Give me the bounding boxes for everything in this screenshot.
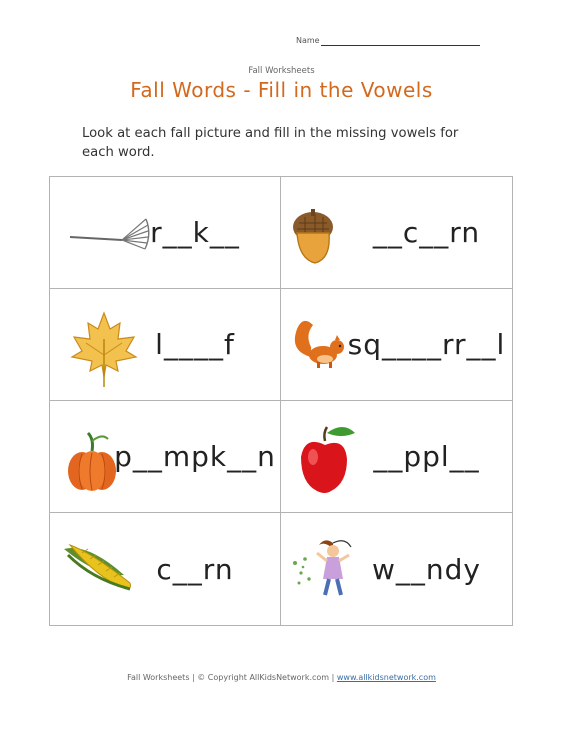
footer (0, 673, 563, 682)
instructions: Look at each fall picture and fill in the missing vowels for each word. (82, 126, 459, 160)
word-apple: __ppl__ (373, 440, 480, 473)
word-cell-pumpkin (50, 401, 281, 513)
word-pumpkin: p__mpk__n (114, 440, 276, 473)
word-cell-apple (281, 401, 512, 513)
word-corn: c__rn (156, 552, 234, 586)
word-cell-acorn (281, 177, 512, 289)
word-cell-rake (50, 177, 281, 289)
word-cell-leaf (50, 289, 281, 401)
word-cell-corn (50, 513, 281, 625)
word-cell-squirrel (281, 289, 512, 401)
name-label: Name (296, 36, 320, 45)
word-rake: r__k__ (150, 216, 240, 249)
word-windy: w__ndy (372, 552, 481, 586)
footer-link[interactable]: www.allkidsnetwork.com (336, 673, 436, 682)
name-line[interactable] (321, 45, 480, 46)
word-acorn: __c__rn (372, 216, 481, 249)
word-leaf: l____f (155, 328, 235, 361)
word-cell-windy (281, 513, 512, 625)
page-title: Fall Words - Fill in the Vowels (130, 78, 433, 102)
word-squirrel: sq____rr__l (347, 328, 506, 361)
word-grid (49, 176, 513, 626)
worksheet-kicker: Fall Worksheets (248, 66, 315, 76)
footer-copyright: Fall Worksheets | © Copyright AllKidsNetwork.com | (127, 673, 335, 682)
